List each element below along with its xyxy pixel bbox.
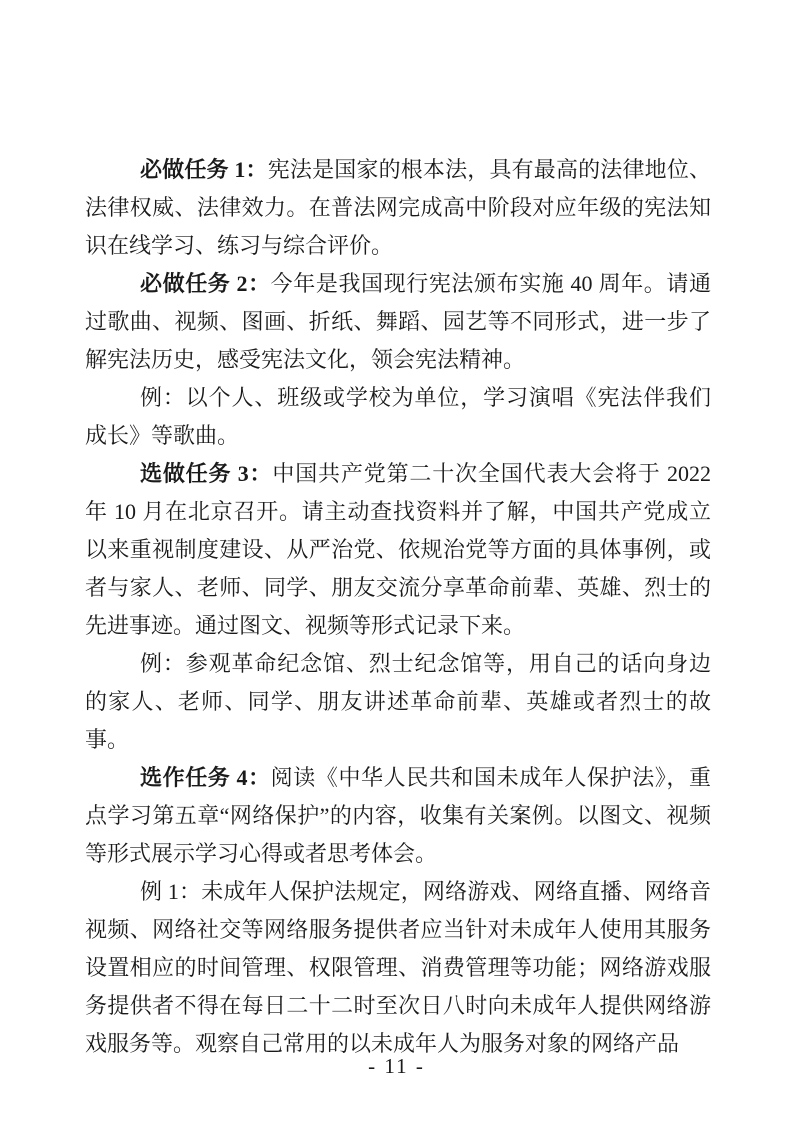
document-body (85, 151, 711, 1063)
paragraph-label: 必做任务 1： (140, 157, 268, 182)
paragraph-label: 必做任务 2： (140, 271, 271, 296)
paragraph-text: 例 1：未成年人保护法规定，网络游戏、网络直播、网络音视频、网络社交等网络服务提供者应当针对未成年人使用其服务设置相应的时间管理、权限管理、消费管理等功能；网络游戏服务提供者不得在每日二十二时至次日八时向未成年人提供网络游戏服务等。观察自己常用的以未成年人为服务对象的网络产品 (85, 879, 711, 1056)
paragraph (85, 873, 711, 1063)
paragraph (85, 379, 711, 455)
paragraph-label: 选作任务 4： (140, 765, 271, 790)
paragraph-label: 选做任务 3： (140, 461, 273, 486)
paragraph (85, 645, 711, 759)
paragraph-text: 宪法是国家的根本法，具有最高的法律地位、法律权威、法律效力。在普法网完成高中阶段对应年级的宪法知识在线学习、练习与综合评价。 (85, 157, 711, 258)
paragraph (85, 759, 711, 873)
paragraph-text: 今年是我国现行宪法颁布实施 40 周年。请通过歌曲、视频、图画、折纸、舞蹈、园艺等不同形式，进一步了解宪法历史，感受宪法文化，领会宪法精神。 (85, 271, 711, 372)
paragraph-text: 中国共产党第二十次全国代表大会将于 2022 年 10 月在北京召开。请主动查找资料并了解，中国共产党成立以来重视制度建设、从严治党、依规治党等方面的具体事例，或者与家人、老师、同学、朋友交流分享革命前辈、英雄、烈士的先进事迹。通过图文、视频等形式记录下来。 (85, 461, 711, 638)
paragraph-text: 例：参观革命纪念馆、烈士纪念馆等，用自己的话向身边的家人、老师、同学、朋友讲述革命前辈、英雄或者烈士的故事。 (85, 651, 711, 752)
page-number: - 11 - (368, 1054, 425, 1078)
paragraph-text: 例：以个人、班级或学校为单位，学习演唱《宪法伴我们成长》等歌曲。 (85, 385, 711, 448)
paragraph (85, 455, 711, 645)
paragraph-text: 阅读《中华人民共和国未成年人保护法》，重点学习第五章“网络保护”的内容，收集有关案例。以图文、视频等形式展示学习心得或者思考体会。 (85, 765, 711, 866)
paragraph (85, 151, 711, 265)
paragraph (85, 265, 711, 379)
